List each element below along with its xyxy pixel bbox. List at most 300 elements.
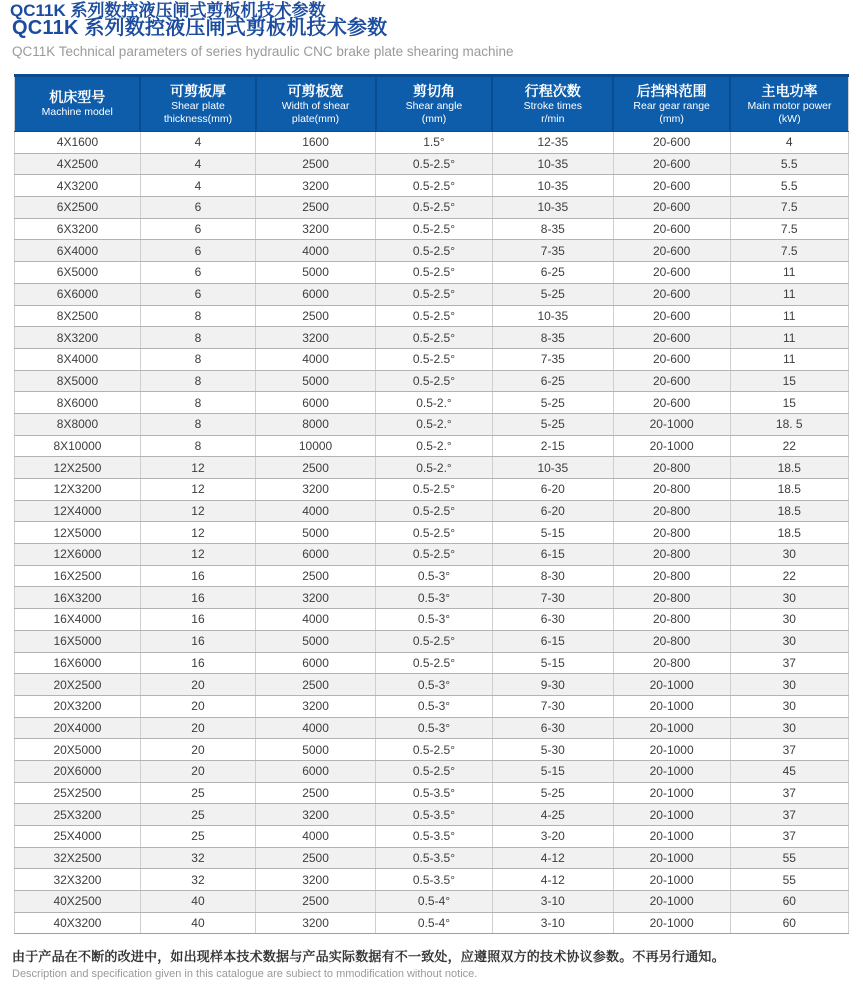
column-header-zh: 后挡料范围 bbox=[636, 82, 707, 99]
table-cell: 0.5-2.5° bbox=[376, 348, 493, 370]
table-cell: 6-25 bbox=[492, 262, 613, 284]
table-cell: 20-1000 bbox=[613, 826, 730, 848]
table-cell: 4000 bbox=[256, 348, 376, 370]
machine-model-cell: 40X2500 bbox=[15, 891, 141, 913]
table-cell: 1.5° bbox=[376, 132, 493, 154]
table-row bbox=[15, 891, 849, 913]
table-cell: 0.5-2.5° bbox=[376, 153, 493, 175]
table-cell: 40 bbox=[140, 891, 255, 913]
table-cell: 7.5 bbox=[730, 218, 848, 240]
table-cell: 10-35 bbox=[492, 457, 613, 479]
table-cell: 10-35 bbox=[492, 153, 613, 175]
table-cell: 0.5-2.5° bbox=[376, 630, 493, 652]
column-header-en: Machine model bbox=[41, 106, 113, 119]
table-cell: 8 bbox=[140, 392, 255, 414]
column-header-en: r/min bbox=[541, 112, 565, 125]
table-cell: 0.5-2.5° bbox=[376, 522, 493, 544]
column-header-en: Shear angle bbox=[405, 100, 463, 113]
table-cell: 0.5-2.° bbox=[376, 392, 493, 414]
table-cell: 5000 bbox=[256, 630, 376, 652]
machine-model-cell: 20X6000 bbox=[15, 760, 141, 782]
table-cell: 20-1000 bbox=[613, 413, 730, 435]
table-row bbox=[15, 544, 849, 566]
table-cell: 11 bbox=[730, 348, 848, 370]
table-cell: 20-1000 bbox=[613, 804, 730, 826]
table-cell: 10-35 bbox=[492, 197, 613, 219]
machine-model-cell: 16X2500 bbox=[15, 565, 141, 587]
table-cell: 8-35 bbox=[492, 218, 613, 240]
column-header-en: Rear gear range bbox=[633, 100, 710, 113]
table-cell: 11 bbox=[730, 262, 848, 284]
table-row bbox=[15, 457, 849, 479]
column-header-0 bbox=[15, 76, 141, 132]
table-row bbox=[15, 609, 849, 631]
column-header-zh: 机床型号 bbox=[49, 88, 106, 105]
table-cell: 20-800 bbox=[613, 609, 730, 631]
table-row bbox=[15, 500, 849, 522]
table-cell: 18. 5 bbox=[730, 413, 848, 435]
table-cell: 55 bbox=[730, 847, 848, 869]
table-cell: 37 bbox=[730, 804, 848, 826]
clipped-heading-text: QC11K 系列数控液压闸式剪板机技术参数 bbox=[10, 1, 326, 20]
table-cell: 0.5-2.5° bbox=[376, 544, 493, 566]
table-cell: 8000 bbox=[256, 413, 376, 435]
table-cell: 0.5-2.° bbox=[376, 457, 493, 479]
table-cell: 20-600 bbox=[613, 197, 730, 219]
table-cell: 0.5-3° bbox=[376, 587, 493, 609]
table-cell: 6-30 bbox=[492, 609, 613, 631]
table-cell: 20-600 bbox=[613, 153, 730, 175]
table-cell: 0.5-2.5° bbox=[376, 327, 493, 349]
table-cell: 12-35 bbox=[492, 132, 613, 154]
table-cell: 3200 bbox=[256, 695, 376, 717]
table-cell: 5000 bbox=[256, 522, 376, 544]
table-cell: 0.5-2.° bbox=[376, 413, 493, 435]
column-header-en: thickness(mm) bbox=[163, 112, 233, 125]
table-cell: 20-800 bbox=[613, 652, 730, 674]
table-cell: 30 bbox=[730, 544, 848, 566]
table-cell: 8 bbox=[140, 327, 255, 349]
table-cell: 0.5-3° bbox=[376, 717, 493, 739]
table-cell: 6 bbox=[140, 240, 255, 262]
table-cell: 37 bbox=[730, 652, 848, 674]
table-cell: 2-15 bbox=[492, 435, 613, 457]
table-cell: 8 bbox=[140, 370, 255, 392]
table-cell: 22 bbox=[730, 435, 848, 457]
table-cell: 0.5-2.5° bbox=[376, 760, 493, 782]
machine-model-cell: 40X3200 bbox=[15, 912, 141, 934]
machine-model-cell: 25X2500 bbox=[15, 782, 141, 804]
table-cell: 0.5-2.5° bbox=[376, 283, 493, 305]
table-cell: 6-20 bbox=[492, 479, 613, 501]
table-row bbox=[15, 695, 849, 717]
table-cell: 20-800 bbox=[613, 500, 730, 522]
table-cell: 30 bbox=[730, 695, 848, 717]
table-cell: 18.5 bbox=[730, 500, 848, 522]
table-cell: 5-25 bbox=[492, 413, 613, 435]
machine-model-cell: 12X4000 bbox=[15, 500, 141, 522]
table-cell: 12 bbox=[140, 544, 255, 566]
machine-model-cell: 12X6000 bbox=[15, 544, 141, 566]
table-cell: 20-800 bbox=[613, 587, 730, 609]
table-cell: 0.5-3.5° bbox=[376, 804, 493, 826]
table-cell: 0.5-2.5° bbox=[376, 479, 493, 501]
table-cell: 4-12 bbox=[492, 869, 613, 891]
table-cell: 6000 bbox=[256, 760, 376, 782]
column-header-zh: 主电功率 bbox=[761, 82, 818, 99]
machine-model-cell: 32X3200 bbox=[15, 869, 141, 891]
table-cell: 16 bbox=[140, 609, 255, 631]
table-cell: 3200 bbox=[256, 175, 376, 197]
table-cell: 3200 bbox=[256, 869, 376, 891]
table-cell: 3200 bbox=[256, 479, 376, 501]
table-cell: 37 bbox=[730, 739, 848, 761]
table-cell: 6000 bbox=[256, 392, 376, 414]
table-cell: 8-35 bbox=[492, 327, 613, 349]
table-cell: 0.5-2.5° bbox=[376, 240, 493, 262]
table-cell: 20-600 bbox=[613, 240, 730, 262]
machine-model-cell: 20X3200 bbox=[15, 695, 141, 717]
table-cell: 6 bbox=[140, 218, 255, 240]
column-header-en: plate(mm) bbox=[291, 112, 340, 125]
table-row bbox=[15, 804, 849, 826]
table-row bbox=[15, 826, 849, 848]
page-title: QC11K 系列数控液压闸式剪板机技术参数 bbox=[12, 17, 388, 39]
table-cell: 20-600 bbox=[613, 218, 730, 240]
table-cell: 32 bbox=[140, 847, 255, 869]
table-cell: 5.5 bbox=[730, 153, 848, 175]
machine-model-cell: 4X1600 bbox=[15, 132, 141, 154]
machine-model-cell: 20X2500 bbox=[15, 674, 141, 696]
table-cell: 20 bbox=[140, 739, 255, 761]
table-row bbox=[15, 283, 849, 305]
table-cell: 10-35 bbox=[492, 175, 613, 197]
table-cell: 16 bbox=[140, 565, 255, 587]
column-header-3 bbox=[376, 76, 493, 132]
column-header-en: Stroke times bbox=[523, 100, 582, 113]
table-cell: 20-1000 bbox=[613, 912, 730, 934]
table-cell: 2500 bbox=[256, 197, 376, 219]
table-row bbox=[15, 153, 849, 175]
table-cell: 18.5 bbox=[730, 522, 848, 544]
table-row bbox=[15, 479, 849, 501]
footer-note-en: Description and specification given in this catalogue are subiect to mmodification without notice. bbox=[12, 968, 478, 981]
table-cell: 12 bbox=[140, 479, 255, 501]
table-cell: 0.5-2.5° bbox=[376, 262, 493, 284]
machine-model-cell: 6X4000 bbox=[15, 240, 141, 262]
table-cell: 5-15 bbox=[492, 760, 613, 782]
table-cell: 16 bbox=[140, 652, 255, 674]
table-cell: 20-600 bbox=[613, 175, 730, 197]
table-cell: 20-800 bbox=[613, 522, 730, 544]
machine-model-cell: 6X5000 bbox=[15, 262, 141, 284]
table-header bbox=[15, 76, 849, 132]
table-cell: 20-600 bbox=[613, 132, 730, 154]
table-cell: 7-30 bbox=[492, 695, 613, 717]
machine-model-cell: 32X2500 bbox=[15, 847, 141, 869]
table-cell: 4 bbox=[140, 153, 255, 175]
table-cell: 16 bbox=[140, 587, 255, 609]
table-cell: 20-600 bbox=[613, 283, 730, 305]
column-header-en: Width of shear bbox=[281, 100, 350, 113]
table-row bbox=[15, 305, 849, 327]
table-cell: 20-1000 bbox=[613, 739, 730, 761]
machine-model-cell: 12X3200 bbox=[15, 479, 141, 501]
table-cell: 40 bbox=[140, 912, 255, 934]
table-cell: 1600 bbox=[256, 132, 376, 154]
table-cell: 11 bbox=[730, 305, 848, 327]
table-cell: 6-15 bbox=[492, 544, 613, 566]
table-cell: 5-15 bbox=[492, 522, 613, 544]
table-cell: 25 bbox=[140, 826, 255, 848]
table-cell: 5000 bbox=[256, 370, 376, 392]
table-cell: 4000 bbox=[256, 717, 376, 739]
table-cell: 4000 bbox=[256, 609, 376, 631]
table-cell: 0.5-3.5° bbox=[376, 826, 493, 848]
table-cell: 30 bbox=[730, 674, 848, 696]
table-row bbox=[15, 652, 849, 674]
page-subtitle: QC11K Technical parameters of series hydraulic CNC brake plate shearing machine bbox=[12, 44, 514, 59]
table-cell: 5-15 bbox=[492, 652, 613, 674]
table-cell: 37 bbox=[730, 826, 848, 848]
table-row bbox=[15, 175, 849, 197]
table-cell: 5000 bbox=[256, 262, 376, 284]
table-cell: 9-30 bbox=[492, 674, 613, 696]
table-cell: 7.5 bbox=[730, 240, 848, 262]
table-cell: 6 bbox=[140, 283, 255, 305]
table-cell: 32 bbox=[140, 869, 255, 891]
table-cell: 5.5 bbox=[730, 175, 848, 197]
table-cell: 3200 bbox=[256, 912, 376, 934]
footer-notes bbox=[12, 946, 863, 980]
table-cell: 18.5 bbox=[730, 479, 848, 501]
table-cell: 7.5 bbox=[730, 197, 848, 219]
table-cell: 5000 bbox=[256, 739, 376, 761]
table-cell: 55 bbox=[730, 869, 848, 891]
table-row bbox=[15, 674, 849, 696]
table-cell: 0.5-2.5° bbox=[376, 175, 493, 197]
table-row bbox=[15, 262, 849, 284]
machine-model-cell: 16X6000 bbox=[15, 652, 141, 674]
table-row bbox=[15, 565, 849, 587]
table-cell: 20-600 bbox=[613, 370, 730, 392]
table-cell: 60 bbox=[730, 891, 848, 913]
table-cell: 16 bbox=[140, 630, 255, 652]
table-row bbox=[15, 912, 849, 934]
table-cell: 20-800 bbox=[613, 544, 730, 566]
table-cell: 2500 bbox=[256, 457, 376, 479]
table-cell: 20-800 bbox=[613, 565, 730, 587]
machine-model-cell: 6X3200 bbox=[15, 218, 141, 240]
table-cell: 20-600 bbox=[613, 305, 730, 327]
table-cell: 4-25 bbox=[492, 804, 613, 826]
table-cell: 3200 bbox=[256, 218, 376, 240]
machine-model-cell: 8X6000 bbox=[15, 392, 141, 414]
table-cell: 2500 bbox=[256, 674, 376, 696]
machine-model-cell: 25X3200 bbox=[15, 804, 141, 826]
column-header-en: Main motor power bbox=[747, 100, 832, 113]
table-cell: 6-25 bbox=[492, 370, 613, 392]
column-header-2 bbox=[256, 76, 376, 132]
table-row bbox=[15, 413, 849, 435]
table-cell: 5-30 bbox=[492, 739, 613, 761]
table-cell: 0.5-4° bbox=[376, 912, 493, 934]
table-cell: 0.5-3° bbox=[376, 674, 493, 696]
table-cell: 0.5-2.5° bbox=[376, 370, 493, 392]
table-cell: 4000 bbox=[256, 826, 376, 848]
table-cell: 6000 bbox=[256, 544, 376, 566]
table-cell: 0.5-2.5° bbox=[376, 305, 493, 327]
table-row bbox=[15, 327, 849, 349]
table-cell: 6-20 bbox=[492, 500, 613, 522]
table-row bbox=[15, 240, 849, 262]
machine-model-cell: 8X4000 bbox=[15, 348, 141, 370]
table-cell: 5-25 bbox=[492, 782, 613, 804]
machine-model-cell: 8X3200 bbox=[15, 327, 141, 349]
table-row bbox=[15, 392, 849, 414]
table-cell: 4 bbox=[140, 175, 255, 197]
table-cell: 3-10 bbox=[492, 912, 613, 934]
table-cell: 18.5 bbox=[730, 457, 848, 479]
table-cell: 20-1000 bbox=[613, 435, 730, 457]
machine-model-cell: 20X4000 bbox=[15, 717, 141, 739]
table-cell: 20-600 bbox=[613, 392, 730, 414]
column-header-en: (mm) bbox=[421, 112, 447, 125]
table-cell: 8 bbox=[140, 413, 255, 435]
table-cell: 0.5-3.5° bbox=[376, 869, 493, 891]
column-header-zh: 可剪板厚 bbox=[169, 82, 226, 99]
column-header-4 bbox=[492, 76, 613, 132]
table-cell: 10000 bbox=[256, 435, 376, 457]
table-cell: 3-10 bbox=[492, 891, 613, 913]
table-cell: 2500 bbox=[256, 847, 376, 869]
table-cell: 20 bbox=[140, 717, 255, 739]
table-cell: 20-800 bbox=[613, 457, 730, 479]
table-cell: 0.5-2.5° bbox=[376, 218, 493, 240]
table-row bbox=[15, 218, 849, 240]
column-header-en: (kW) bbox=[778, 112, 801, 125]
table-cell: 0.5-2.° bbox=[376, 435, 493, 457]
machine-model-cell: 12X5000 bbox=[15, 522, 141, 544]
table-header-row bbox=[15, 76, 849, 132]
table-row bbox=[15, 370, 849, 392]
table-cell: 20-1000 bbox=[613, 674, 730, 696]
machine-model-cell: 16X5000 bbox=[15, 630, 141, 652]
table-cell: 3200 bbox=[256, 587, 376, 609]
footer-note-zh: 由于产品在不断的改进中，如出现样本技术数据与产品实际数据有不一致处，应遵照双方的技术协议参数。不再另行通知。 bbox=[12, 949, 725, 965]
column-header-en: (mm) bbox=[659, 112, 684, 125]
table-cell: 0.5-3° bbox=[376, 609, 493, 631]
table-cell: 20-800 bbox=[613, 630, 730, 652]
table-cell: 5-25 bbox=[492, 392, 613, 414]
table-cell: 12 bbox=[140, 500, 255, 522]
table-cell: 20-1000 bbox=[613, 717, 730, 739]
table-cell: 20-1000 bbox=[613, 847, 730, 869]
machine-model-cell: 6X6000 bbox=[15, 283, 141, 305]
table-cell: 6000 bbox=[256, 652, 376, 674]
table-cell: 20-1000 bbox=[613, 760, 730, 782]
table-cell: 2500 bbox=[256, 565, 376, 587]
table-cell: 11 bbox=[730, 283, 848, 305]
table-row bbox=[15, 197, 849, 219]
table-cell: 25 bbox=[140, 804, 255, 826]
table-row bbox=[15, 739, 849, 761]
table-cell: 6 bbox=[140, 262, 255, 284]
table-cell: 20-600 bbox=[613, 348, 730, 370]
table-row bbox=[15, 717, 849, 739]
column-header-zh: 可剪板宽 bbox=[287, 82, 344, 99]
table-cell: 0.5-3° bbox=[376, 565, 493, 587]
table-cell: 7-35 bbox=[492, 240, 613, 262]
table-cell: 20-1000 bbox=[613, 891, 730, 913]
machine-model-cell: 16X3200 bbox=[15, 587, 141, 609]
table-row bbox=[15, 522, 849, 544]
table-cell: 3-20 bbox=[492, 826, 613, 848]
table-cell: 5-25 bbox=[492, 283, 613, 305]
table-cell: 20 bbox=[140, 674, 255, 696]
table-row bbox=[15, 782, 849, 804]
table-cell: 20 bbox=[140, 760, 255, 782]
machine-model-cell: 4X3200 bbox=[15, 175, 141, 197]
table-cell: 20-1000 bbox=[613, 695, 730, 717]
table-cell: 12 bbox=[140, 522, 255, 544]
table-body bbox=[15, 132, 849, 934]
column-header-zh: 行程次数 bbox=[524, 82, 581, 99]
table-row bbox=[15, 348, 849, 370]
table-row bbox=[15, 630, 849, 652]
table-cell: 7-30 bbox=[492, 587, 613, 609]
column-header-1 bbox=[140, 76, 255, 132]
table-cell: 8-30 bbox=[492, 565, 613, 587]
machine-model-cell: 4X2500 bbox=[15, 153, 141, 175]
table-cell: 30 bbox=[730, 587, 848, 609]
table-cell: 0.5-2.5° bbox=[376, 652, 493, 674]
table-cell: 3200 bbox=[256, 327, 376, 349]
parameters-table bbox=[14, 74, 849, 934]
table-row bbox=[15, 435, 849, 457]
table-cell: 4000 bbox=[256, 240, 376, 262]
machine-model-cell: 8X5000 bbox=[15, 370, 141, 392]
column-header-en: Shear plate bbox=[171, 100, 225, 113]
table-cell: 30 bbox=[730, 609, 848, 631]
table-cell: 8 bbox=[140, 435, 255, 457]
table-cell: 25 bbox=[140, 782, 255, 804]
table-cell: 30 bbox=[730, 630, 848, 652]
table-cell: 4 bbox=[730, 132, 848, 154]
table-cell: 0.5-2.5° bbox=[376, 739, 493, 761]
table-cell: 20 bbox=[140, 695, 255, 717]
table-row bbox=[15, 760, 849, 782]
column-header-6 bbox=[730, 76, 848, 132]
table-cell: 20-600 bbox=[613, 327, 730, 349]
table-cell: 7-35 bbox=[492, 348, 613, 370]
machine-model-cell: 20X5000 bbox=[15, 739, 141, 761]
table-cell: 22 bbox=[730, 565, 848, 587]
table-cell: 6000 bbox=[256, 283, 376, 305]
table-cell: 11 bbox=[730, 327, 848, 349]
table-cell: 0.5-3.5° bbox=[376, 782, 493, 804]
table-cell: 6-15 bbox=[492, 630, 613, 652]
table-cell: 0.5-4° bbox=[376, 891, 493, 913]
table-cell: 2500 bbox=[256, 153, 376, 175]
table-cell: 6-30 bbox=[492, 717, 613, 739]
table-cell: 20-1000 bbox=[613, 782, 730, 804]
column-header-zh: 剪切角 bbox=[412, 82, 455, 99]
table-cell: 2500 bbox=[256, 305, 376, 327]
table-row bbox=[15, 869, 849, 891]
machine-model-cell: 8X8000 bbox=[15, 413, 141, 435]
machine-model-cell: 16X4000 bbox=[15, 609, 141, 631]
